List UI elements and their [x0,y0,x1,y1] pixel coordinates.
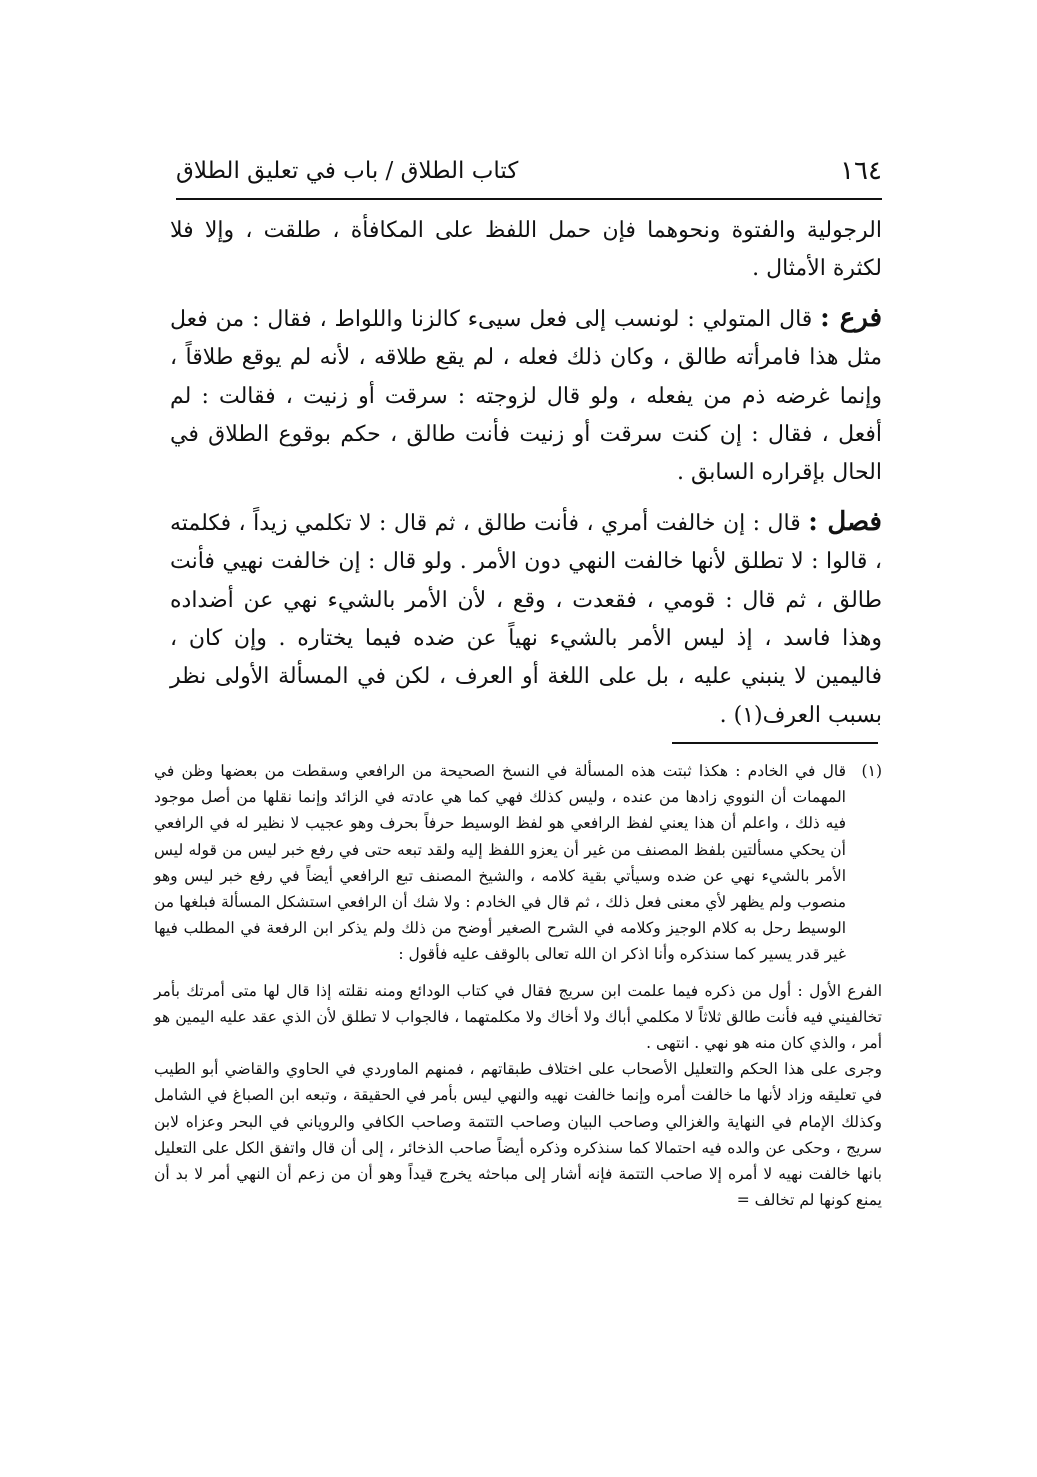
footnote-marker: (١) [861,762,882,780]
paragraph-fasl [170,503,882,735]
footnote-paragraph-1: قال في الخادم : هكذا ثبتت هذه المسألة في النسخ الصحيحة من الرافعي وسقطت من بعضها وظن في المهمات أن النووي زادها من عنده ، وليس كذلك فهي كما هي عادته في الزائد وإنما نقلها من أصل موجود فيه ذلك ، واعلم أن هذا يعني لفظ الرافعي هو لفظ الوسيط حرفاً بحرف وهو عجيب لا نظير له في الرافعي أن يحكي مسألتين بلفظ المصنف من غير أن يعزو اللفظ إليه ولقد تبعه حتى في رفع خبر ليس من قوله ليس الأمر بالشيء نهي عن ضده وسيأتي بقية كلامه ، والشيخ المصنف تبع الرافعي أيضاً في رفع خبر ليس وهو منصوب ولم يظهر لأي معنى فعل ذلك ، ثم قال في الخادم : ولا شك أن الرافعي استشكل المسألة فبلغها من الوسيط رحل به كلام الوجيز وكلامه في الشرح الصغير أوضح من ذلك ولم يذكر ابن الرفعة في المطلب فيها غير قدر يسير كما سنذكره وأنا اذكر ان الله تعالى بالوقف عليه فأقول : [154,762,846,964]
running-header [176,152,882,196]
paragraph-far [170,299,882,493]
section-lead-fasl: فصل : [808,506,882,537]
footnote-paragraph-2: الفرع الأول : أول من ذكره فيما علمت ابن سريج فقال في كتاب الودائع ومنه نقلته إذا قال لها متى أمرتك بأمر تخالفيني فيه فأنت طالق ثلاثاً لا مكلمي أباك ولا أخاك ولا مكلمتهما ، فالجواب لا تطلق لأن الذي عقد عليه اليمين هو أمر ، والذي كان منه هو نهي . انتهى . [154,981,882,1053]
footnotes [154,758,882,1213]
paragraph-fasl-text: قال : إن خالفت أمري ، فأنت طالق ، ثم قال : لا تكلمي زيداً ، فكلمته ، قالوا : لا تطلق لأنها خالفت النهي دون الأمر . ولو قال : إن خالفت نهيي فأنت طالق ، ثم قال : قومي ، فقعدت ، وقع ، لأن الأمر بالشيء نهي عن أضداده وهذا فاسد ، إذ ليس الأمر بالشيء نهياً عن ضده فيما يختاره . وإن كان ، فاليمين لا ينبني عليه ، بل على اللغة أو العرف ، لكن في المسألة الأولى نظر بسبب العرف(١) . [170,510,882,728]
main-text [170,212,882,735]
paragraph-far-text: قال المتولي : لونسب إلى فعل سيىء كالزنا واللواط ، فقال : من فعل مثل هذا فامرأته طالق ، وكان ذلك فعله ، لم يقع طلاقه ، لأنه لم يوقع طلاقاً ، وإنما غرضه ذم من يفعله ، ولو قال لزوجته : سرقت أو زنيت ، فقالت : لم أفعل ، فقال : إن كنت سرقت أو زنيت فأنت طالق ، حكم بوقوع الطلاق في الحال بإقراره السابق . [170,306,882,486]
footnote-paragraph-3: وجرى على هذا الحكم والتعليل الأصحاب على اختلاف طبقاتهم ، فمنهم الماوردي في الحاوي والقاضي أبو الطيب في تعليقه وزاد لأنها ما خالفت أمره وإنما خالفت نهيه والنهي ليس بأمر في الحقيقة ، وتبعه ابن الصباغ في الشامل وكذلك الإمام في النهاية والغزالي وصاحب البيان وصاحب التتمة وصاحب الكافي والروياني في البحر وعزاه لابن سريج ، وحكى عن والده فيه احتمالا كما سنذكره وذكره أيضاً صاحب الذخائر ، إلى أن قال واتفق الكل على التعليل بانها خالفت نهيه لا أمره إلا صاحب التتمة فإنه أشار إلى مباحثه يخرج قيداً وهو أن من زعم أن النهي أمر لا بد أن يمنع كونها لم تخالف = [154,1060,882,1210]
paragraph-1 [170,212,882,289]
section-lead-far: فرع : [820,302,882,333]
page-number: ١٦٤ [840,156,882,186]
paragraph-1-text: الرجولية والفتوة ونحوهما فإن حمل اللفظ على المكافأة ، طلقت ، وإلا فلا لكثرة الأمثال . [170,218,882,282]
running-title: كتاب الطلاق / باب في تعليق الطلاق [176,158,519,184]
footnote-1 [154,758,882,968]
footnote-rule [672,742,878,744]
header-rule [176,198,882,200]
